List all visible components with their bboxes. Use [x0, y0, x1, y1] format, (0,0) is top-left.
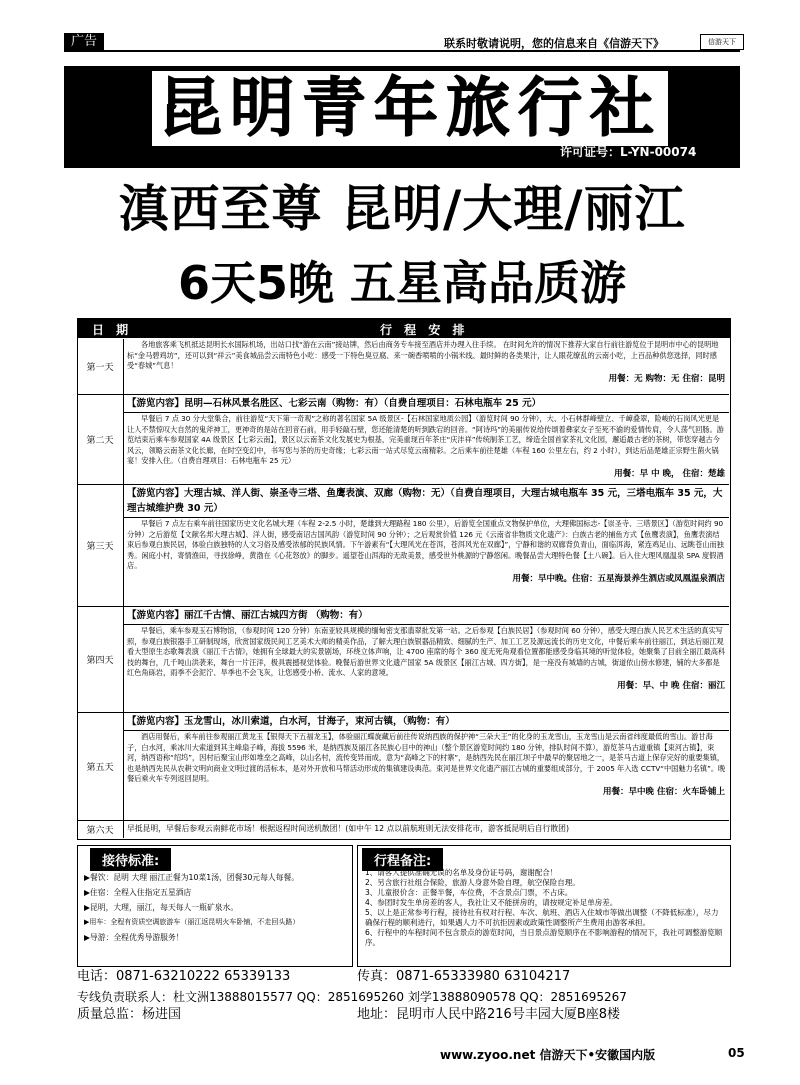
day-meals-lodging: 用餐：早 中 晚， 住宿：楚雄	[614, 468, 725, 479]
day-content	[124, 607, 729, 713]
quality-director: 质量总监：杨进国	[77, 1007, 182, 1022]
reception-list	[84, 870, 348, 945]
day-meals-lodging: 用餐：早中晚 住宿：火车卧铺上	[603, 786, 725, 797]
reception-title: 接待标准:	[90, 848, 171, 871]
reception-item: ▶餐饮：昆明 大理 丽江正餐为10菜1汤，团餐30元每人每餐。	[84, 873, 300, 882]
notes-title: 行程备注:	[362, 848, 443, 871]
line-managers: 专线负责联系人：杜文洲13888015577 QQ：2851695260 刘学13888090578 QQ：2851695267	[77, 990, 627, 1004]
column-plan: 行 程 安 排	[380, 323, 469, 337]
day-meals-lodging: 用餐：早中晚。住宿：五星海景养生酒店或凤凰温泉酒店	[512, 573, 725, 584]
note-item: 1、请客人提供准确无误的名单及身份证号码，谢谢配合！	[365, 868, 558, 877]
source-notice: 联系时敬请说明，您的信息来自《信游天下》	[444, 37, 664, 50]
headline-route: 滇西至尊 昆明/大理/丽江	[118, 180, 686, 238]
address: 地址：昆明市人民中路216号丰园大厦B座8楼	[357, 1007, 621, 1022]
day-content	[124, 339, 729, 395]
phone: 电话：0871-63210222 65339133	[77, 969, 291, 984]
day-meals-lodging: 用餐：无 购物：无 住宿：昆明	[608, 373, 725, 384]
reception-item: ▶导游：全程优秀导游服务！	[84, 933, 184, 942]
day-description: 酒店用餐后，乘车前往参观丽江黄龙玉【银得天下五福龙玉】，体验丽江蝶旋藏后前往传说纳西族的保护神“三朵大王”的化身的玉龙雪山，玉龙雪山是云南省纬度最低的雪山。游甘海子，白水河，乘冰川大索道到其主峰扇子峰，海拔 5596 米，是纳西族及丽江各民族心目中的神山（整个景区游览时间约 180 分钟，排队时间不算），游览茶马古道重镇【束河古镇】，束河，纳西语称“绍坞”，因村后聚宝山形如堆垒之高峰，以山名村，流传变异而成，意为“高峰之下的村寨”，是纳西先民在丽江坝子中最早的聚居地之一，是茶马古道上保存完好的重要集镇，也是纳西先民从农耕文明向商业文明过渡的活标本，是对外开放和马帮活动形成的集镇建设典范。束河是世界文化遗产丽江古城的重要组成部分，于 2005 年入选 CCTV“中国魅力名镇”。晚餐后乘火车专列返回昆明。	[127, 732, 726, 784]
day-highlight: 【游览内容】大理古城、洋人街、崇圣寺三塔、鱼鹰表演、双廊（购物：无）（自费自理项目，大理古城电瓶车 35 元，三塔电瓶车 35 元，大理古城维护费 30 元）	[124, 485, 729, 518]
reception-item: ▶昆明，大理，丽江，每天每人一瓶矿泉水。	[84, 903, 239, 912]
day-label: 第三天	[77, 485, 124, 607]
day-highlight: 【游览内容】昆明—石林风景名胜区、七彩云南（购物：有）（自费自理项目：石林电瓶车 25 元）	[124, 395, 729, 413]
note-item: 5、以上是正常参考行程，接待社有权对行程、车次、航班、酒店入住城市等做出调整（不降低标准），尽力确保行程的顺利进行，如果遇人力不可抗拒因素或政策性调整所产生费用由游客承担。	[365, 908, 719, 927]
day-label: 第五天	[77, 713, 124, 821]
ad-tag: 广告	[64, 33, 104, 50]
day-meals-lodging: 用餐：早、中 晚 住宿：丽江	[617, 680, 725, 691]
reception-item: ▶住宿：全程入住指定五星酒店	[84, 888, 192, 897]
fax: 传真：0871-65333980 63104217	[357, 969, 571, 984]
day-content	[124, 821, 729, 838]
column-day: 日 期	[92, 323, 133, 337]
day-highlight: 【游览内容】丽江千古情、丽江古城四方街 （购物：有）	[124, 607, 729, 625]
publication-footer: www.zyoo.net 信游天下•安徽国内版	[440, 1048, 656, 1062]
page-number: 05	[728, 1046, 745, 1060]
day-label: 第二天	[77, 395, 124, 485]
day-description: 早抵昆明，早餐后参观云南鲜花市场！根据返程时间送机散团！(如中午 12 点以前航班则无法安排花市，游客抵昆明后自行散团)	[127, 824, 569, 833]
note-item: 4、参团时发生单房差的客人，我社让又不能拼房的，请按规定补足单房差。	[365, 898, 618, 907]
day-highlight: 【游览内容】玉龙雪山，冰川索道，白水河，甘海子，束河古镇，（购物：有）	[124, 713, 729, 731]
day-description: 早餐后，乘车参观玉石博物馆，（参观时间 120 分钟）东南亚较具规模的缅甸密支那翡翠批发第一站。之后参观【白族民居】（参观时间 60 分钟），感受大理白族人民艺术生活的真实写照，参观白族银器手工研制现场，欣赏国家级民间工艺美术大师的精美作品，了解大理白族银器品精致、细腻的生产、加工工艺及源远流长的历史文化，中餐后乘车前往丽江，到达后丽江观看大型原生态歌舞表演《丽江千古情》，她拥有全球最大的实景剧场，环绕立体声响，让 4700 座席的每个 360 度无死角观看位置都能感受身临其境的听觉体验，她聚集了目前全丽江最高科技的舞台，几千吨山洪袭来，舞台一片汪洋，极具震撼视觉体验。晚餐后游世界文化遗产国家 5A 级景区【丽江古城、四方街】，是一座没有城墙的古城，街道依山傍水修建，铺的大多都是红色角砾岩，雨季不会泥泞、旱季也不会飞灰，让您感受小桥、流水、人家的意境。	[127, 626, 726, 678]
agency-name-text: 昆明青年旅行社	[152, 71, 668, 146]
day-description: 早餐后 7 点左右乘车前往国家历史文化名城大理（车程 2-2.5 小时，楚雄到大理路程 180 公里），后游览全国重点文物保护单位，大理佛国标志-【崇圣寺、三塔景区】（游览时间约 90 分钟）之后游览【文献名邦大理古城】、洋人街，感受南诏古国风韵（游览时间 90 分钟）；之后观赏价值 126 元《云南省非物质文化遗产》：白族古老的捕鱼方式【鱼鹰表演】，鱼鹰表演结束后参观白族民居，体验白族独特的人文习俗及感受浓郁的民族风情。下午游素有“【大理风光在苍洱，苍洱风光在双廊】”，宁静和谐的双廊背负青山，面临洱海，紧连鸡足山、远眺苍山而独秀。闲庭小村，寄情渔田，寻找徐峥，黄渤在《心花怒放》的脚步。遥望苍山洱海的无敌美景，感受世外桃源的宁静悠闲。晚餐品尝大理特色餐【土八碗】。后入住大理风凰温泉 SPA 度假酒店。	[127, 519, 724, 571]
agency-name	[100, 64, 720, 154]
headline-duration: 6天5晚 五星高品质游	[177, 256, 627, 310]
reception-item: ▶用车：全程有资质空调旅游车（丽江返昆明火车卧铺，不走回头路）	[84, 918, 300, 926]
day-content	[124, 713, 729, 821]
day-label: 第一天	[77, 339, 124, 395]
note-item: 6、行程中的车程时间不包含景点的游览时间，当日景点游览顺序在不影响游程的情况下，我社可调整游览顺序。	[365, 928, 723, 947]
day-description: 各地旅客乘飞机抵达昆明长水国际机场，出站口找“游在云南”接站牌，然后由商务专车接至酒店并办理入住手续。 在时间允许的情况下推荐大家自行前往游览位于昆明市中心的昆明地标“金马碧鸡坊”，还可以到“祥云”美食城品尝云南特色小吃：感受一下特色臭豆腐、来一碗香喷喷的小锅米线、最时鲜的各类果汁，让人眼花缭乱的云南小吃，上百品种供您选择，同时感受“春城”气息！	[127, 340, 719, 371]
day-description: 早餐后 7 点 30 分大堂集合，前往游览“天下第一奇观”之称的著名国家 5A 级景区-【石林国家地质公园】（游览时间 90 分钟），大、小石林群峰壁立、千嶂叠翠，险峻的石岗风光更是让人不禁惊叹大自然的鬼斧神工，更神奇的是站在回音石前，用手轻敲石壁，您还能清楚的听到跌宕的回音。“阿诗玛”的美丽传说给传颂着彝家女子至死不渝的爱情传肩，令人荡气回肠。游览结束后乘车参观国家 4A 级景区【七彩云南】，景区以云南茶文化发展史为根基，完美重现百年茶庄“庆沣祥”传统制茶工艺，缔造全国首家茶礼文化园，邂逅最古老的茶树，带您穿越古今风云，领略云南茶文化长廊，在时空变幻中，书写您与茶的历史奇缘；七彩云南一站式尽览云南精彩。之后乘车前往楚雄（车程 160 公里左右，约 2 小时），到达后品楚雄正宗野生菌火锅宴！安排入住。（自费自理项目：石林电瓶车 25 元）	[127, 414, 724, 466]
publication-logo: 信游天下	[700, 34, 744, 50]
notes-list	[365, 868, 725, 948]
license-number: 许可证号：L-YN-00074	[560, 145, 697, 159]
note-item: 2、另含旅行社组合保险，旅游人身意外险自理，航空保险自理。	[365, 878, 580, 887]
day-label: 第四天	[77, 607, 124, 713]
day-label: 第六天	[77, 821, 124, 838]
day-content	[124, 395, 729, 485]
note-item: 3、儿童报价含：正餐半餐，车位费，不含景点门票，不占床。	[365, 888, 573, 897]
day-content	[124, 485, 729, 607]
